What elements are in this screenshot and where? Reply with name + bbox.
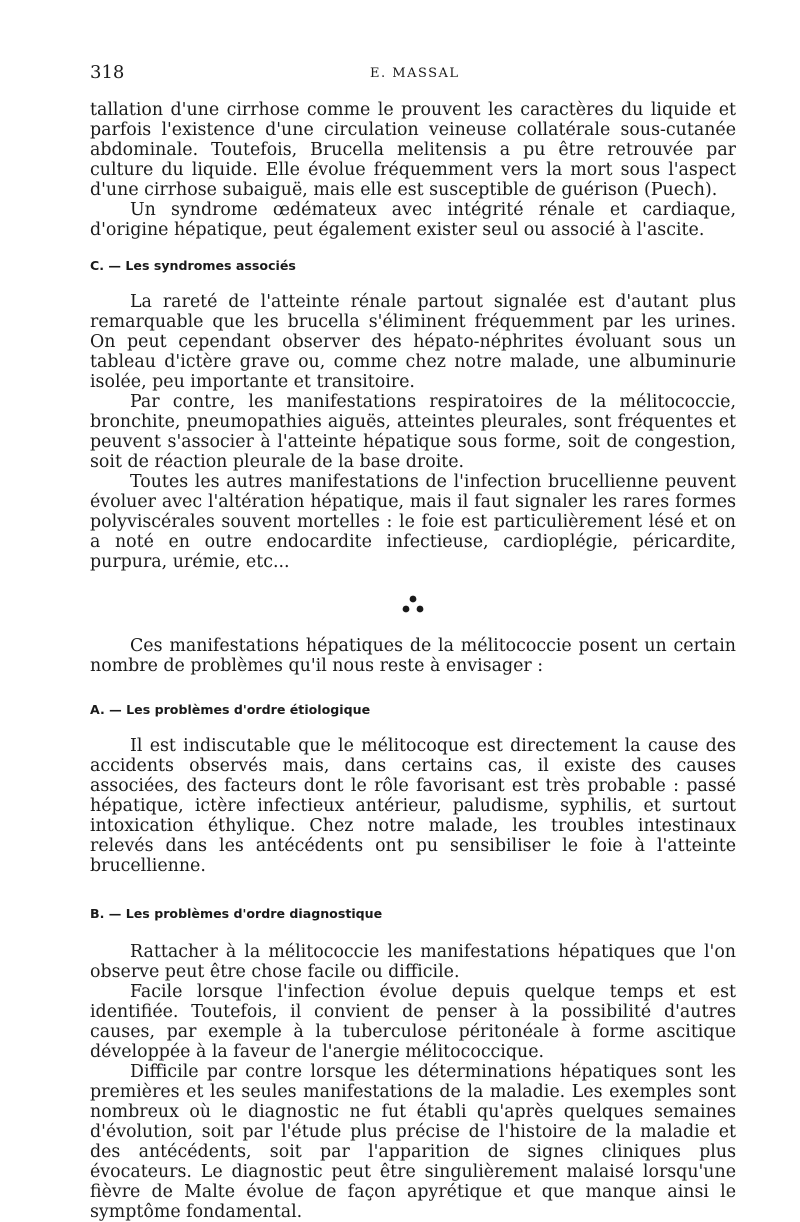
running-head: E. MASSAL — [370, 66, 460, 81]
heading-section-a: A. — Les problèmes d'ordre étiologique — [90, 702, 371, 717]
section-ornament — [90, 594, 736, 616]
paragraph-polyvisceral: Toutes les autres manifestations de l'infection brucellienne peuvent évoluer avec l'altération hépatique, mais il faut signaler les rares formes polyviscérales souvent mortelles : le foie est particulièrement lésé et on a noté en outre endocardite infectieuse, cardioplégie, péricardite, purpura, urémie, etc... — [90, 472, 736, 572]
body-text — [90, 100, 736, 1222]
paragraph-transition: Ces manifestations hépatiques de la mélitococcie posent un certain nombre de problèmes qu'il nous reste à envisager : — [90, 636, 736, 676]
paragraph-continuation: tallation d'une cirrhose comme le prouvent les caractères du liquide et parfois l'existence d'une circulation veineuse collatérale sous-cutanée abdominale. Toutefois, Brucella melitensis a pu être retrouvée par culture du liquide. Elle évolue fréquemment vers la mort sous l'aspect d'une cirrhose subaiguë, mais elle est susceptible de guérison (Puech). — [90, 100, 736, 200]
page-number: 318 — [90, 62, 125, 83]
paragraph-respiratory: Par contre, les manifestations respiratoires de la mélitococcie, bronchite, pneumopathies aiguës, atteintes pleurales, sont fréquentes et peuvent s'associer à l'atteinte hépatique sous forme, soit de congestion, soit de réaction pleurale de la base droite. — [90, 392, 736, 472]
heading-section-c: C. — Les syndromes associés — [90, 258, 296, 273]
dots-ornament-icon — [401, 594, 425, 616]
paragraph-renal: La rareté de l'atteinte rénale partout signalée est d'autant plus remarquable que les brucella s'éliminent fréquemment par les urines. On peut cependant observer des hépato-néphrites évoluant sous un tableau d'ictère grave ou, comme chez notre malade, une albuminurie isolée, peu importante et transitoire. — [90, 292, 736, 392]
paragraph-oedema: Un syndrome œdémateux avec intégrité rénale et cardiaque, d'origine hépatique, peut également exister seul ou associé à l'ascite. — [90, 200, 736, 240]
page-header — [90, 62, 735, 86]
paragraph-etiology: Il est indiscutable que le mélitocoque est directement la cause des accidents observés mais, dans certains cas, il existe des causes associées, des facteurs dont le rôle favorisant est très probable : passé hépatique, ictère infectieux antérieur, paludisme, syphilis, et surtout intoxication éthylique. Chez notre malade, les troubles intestinaux relevés dans les antécédents ont pu sensibiliser le foie à l'atteinte brucellienne. — [90, 736, 736, 876]
heading-section-b: B. — Les problèmes d'ordre diagnostique — [90, 906, 383, 921]
paragraph-diagnosis-hard: Difficile par contre lorsque les déterminations hépatiques sont les premières et les seules manifestations de la maladie. Les exemples sont nombreux où le diagnostic ne fut établi qu'après quelques semaines d'évolution, soit par l'étude plus précise de l'histoire de la maladie et des antécédents, soit par l'apparition de signes cliniques plus évocateurs. Le diagnostic peut être singulièrement malaisé lorsqu'une fièvre de Malte évolue de façon apyrétique et que manque ainsi le symptôme fondamental. — [90, 1062, 736, 1222]
paragraph-diagnosis-intro: Rattacher à la mélitococcie les manifestations hépatiques que l'on observe peut être chose facile ou difficile. — [90, 942, 736, 982]
paragraph-diagnosis-easy: Facile lorsque l'infection évolue depuis quelque temps et est identifiée. Toutefois, il convient de penser à la possibilité d'autres causes, par exemple à la tuberculose péritonéale à forme ascitique développée à la faveur de l'anergie mélitococcique. — [90, 982, 736, 1062]
